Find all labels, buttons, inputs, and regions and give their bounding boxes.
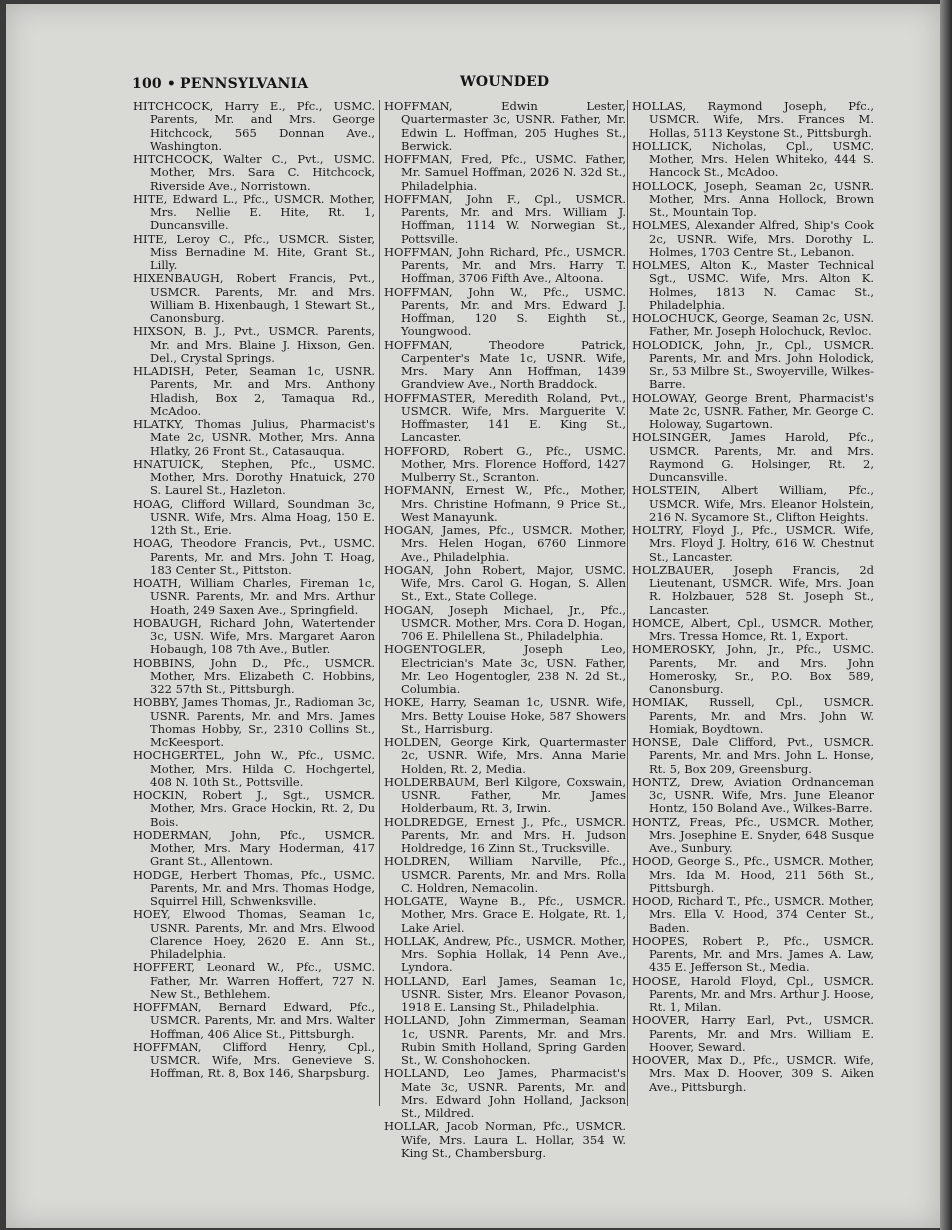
casualty-entry: HOOVER, Max D., Pfc., USMCR. Wife, Mrs. Max D. Hoover, 309 S. Aiken Ave., Pittsburgh. [632, 1053, 874, 1094]
casualty-entry: HOMCE, Albert, Cpl., USMCR. Mother, Mrs. Tressa Homce, Rt. 1, Export. [632, 615, 874, 643]
casualty-entry: HOFFMAN, Edwin Lester, Quartermaster 3c, USNR. Father, Mr. Edwin L. Hoffman, 205 Hughes St., Berwick. [384, 99, 626, 153]
column-divider [627, 100, 628, 1106]
casualty-entry: HOAG, Theodore Francis, Pvt., USMC. Parents, Mr. and Mrs. John T. Hoag, 183 Center St., Pittston. [133, 536, 375, 577]
casualty-entry: HIXENBAUGH, Robert Francis, Pvt., USMCR. Parents, Mr. and Mrs. William B. Hixenbaugh, 1 Stewart St., Canonsburg. [133, 271, 375, 325]
casualty-entry: HOLLOCK, Joseph, Seaman 2c, USNR. Mother, Mrs. Anna Hollock, Brown St., Mountain Top. [632, 178, 874, 219]
casualty-entry: HOMIAK, Russell, Cpl., USMCR. Parents, Mr. and Mrs. John W. Homiak, Boydtown. [632, 695, 874, 736]
casualty-entry: HOLMES, Alton K., Master Technical Sgt., USMC. Wife, Mrs. Alton K. Holmes, 1813 N. Camac St., Philadelphia. [632, 258, 874, 312]
casualty-entry: HLATKY, Thomas Julius, Pharmacist's Mate 2c, USNR. Mother, Mrs. Anna Hlatky, 26 Front St., Catasauqua. [133, 417, 375, 458]
casualty-entry: HOLDREN, William Narville, Pfc., USMCR. Parents, Mr. and Mrs. Rolla C. Holdren, Nemacolin. [384, 854, 626, 895]
column-divider [379, 100, 380, 1106]
casualty-entry: HITE, Leroy C., Pfc., USMCR. Sister, Miss Bernadine M. Hite, Grant St., Lilly. [133, 231, 375, 272]
column-2 [384, 100, 626, 1160]
casualty-entry: HOEY, Elwood Thomas, Seaman 1c, USNR. Parents, Mr. and Mrs. Elwood Clarence Hoey, 2620 E. Ann St., Philadelphia. [133, 907, 375, 961]
casualty-entry: HITCHCOCK, Walter C., Pvt., USMC. Mother, Mrs. Sara C. Hitchcock, Riverside Ave., Norristown. [133, 152, 375, 193]
casualty-entry: HOLDREDGE, Ernest J., Pfc., USMCR. Parents, Mr. and Mrs. H. Judson Holdredge, 16 Zinn St., Trucksville. [384, 814, 626, 855]
casualty-entry: HOFFMAN, Bernard Edward, Pfc., USMCR. Parents, Mr. and Mrs. Walter Hoffman, 406 Alice St., Pittsburgh. [133, 1000, 375, 1041]
casualty-entry: HOLLAND, John Zimmerman, Seaman 1c, USNR. Parents, Mr. and Mrs. Rubin Smith Holland, Spring Garden St., W. Conshohocken. [384, 1013, 626, 1067]
casualty-entry: HOOVER, Harry Earl, Pvt., USMCR. Parents, Mr. and Mrs. William E. Hoover, Seward. [632, 1013, 874, 1054]
casualty-entry: HODERMAN, John, Pfc., USMCR. Mother, Mrs. Mary Hoderman, 417 Grant St., Allentown. [133, 827, 375, 869]
casualty-entry: HOGAN, Joseph Michael, Jr., Pfc., USMCR. Mother, Mrs. Cora D. Hogan, 706 E. Philellena St., Philadelphia. [384, 602, 626, 643]
casualty-entry: HOCHGERTEL, John W., Pfc., USMC. Mother, Mrs. Hilda C. Hochgertel, 408 N. 10th St., Pottsville. [133, 748, 375, 789]
casualty-entry: HOLSTEIN, Albert William, Pfc., USMCR. Wife, Mrs. Eleanor Holstein, 216 N. Sycamore St., Clifton Heights. [632, 483, 874, 524]
casualty-entry: HOGENTOGLER, Joseph Leo, Electrician's Mate 3c, USN. Father, Mr. Leo Hogentogler, 238 N. 2d St., Columbia. [384, 642, 626, 696]
casualty-entry: HOBBINS, John D., Pfc., USMCR. Mother, Mrs. Elizabeth C. Hobbins, 322 57th St., Pittsburgh. [133, 655, 375, 696]
casualty-entry: HIXSON, B. J., Pvt., USMCR. Parents, Mr. and Mrs. Blaine J. Hixson, Gen. Del., Crystal Springs. [133, 324, 375, 365]
casualty-entry: HOLZBAUER, Joseph Francis, 2d Lieutenant, USMCR. Wife, Mrs. Joan R. Holzbauer, 528 St. Joseph St., Lancaster. [632, 562, 874, 617]
casualty-entry: HOOD, Richard T., Pfc., USMCR. Mother, Mrs. Ella V. Hood, 374 Center St., Baden. [632, 894, 874, 935]
casualty-entry: HOLLAK, Andrew, Pfc., USMCR. Mother, Mrs. Sophia Hollak, 14 Penn Ave., Lyndora. [384, 933, 626, 975]
casualty-entry: HOFFMAN, John F., Cpl., USMCR. Parents, Mr. and Mrs. William J. Hoffman, 1114 W. Norwegian St., Pottsville. [384, 191, 626, 246]
casualty-entry: HOLOCHUCK, George, Seaman 2c, USN. Father, Mr. Joseph Holochuck, Revloc. [632, 311, 874, 339]
page-header [132, 76, 872, 96]
casualty-entry: HOAG, Clifford Willard, Soundman 3c, USNR. Wife, Mrs. Alma Hoag, 150 E. 12th St., Erie. [133, 496, 375, 537]
casualty-entry: HOBAUGH, Richard John, Watertender 3c, USN. Wife, Mrs. Margaret Aaron Hobaugh, 108 7th Ave., Butler. [133, 615, 375, 657]
casualty-entry: HONSE, Dale Clifford, Pvt., USMCR. Parents, Mr. and Mrs. John L. Honse, Rt. 5, Box 209, Greensburg. [632, 735, 874, 776]
casualty-entry: HONTZ, Drew, Aviation Ordnanceman 3c, USNR. Wife, Mrs. June Eleanor Hontz, 150 Boland Ave., Wilkes-Barre. [632, 774, 874, 816]
document-page [6, 4, 940, 1228]
casualty-entry: HOGAN, John Robert, Major, USMC. Wife, Mrs. Carol G. Hogan, S. Allen St., Ext., State College. [384, 562, 626, 604]
casualty-entry: HOFFMASTER, Meredith Roland, Pvt., USMCR. Wife, Mrs. Marguerite V. Hoffmaster, 141 E. King St., Lancaster. [384, 390, 626, 445]
casualty-entry: HOLDERBAUM, Berl Kilgore, Coxswain, USNR. Father, Mr. James Holderbaum, Rt. 3, Irwin. [384, 774, 626, 816]
casualty-entry: HOOPES, Robert P., Pfc., USMCR. Parents, Mr. and Mrs. James A. Law, 435 E. Jefferson St., Media. [632, 933, 874, 975]
column-3 [632, 100, 874, 1094]
casualty-entry: HOLLAS, Raymond Joseph, Pfc., USMCR. Wife, Mrs. Frances M. Hollas, 5113 Keystone St., Pittsburgh. [632, 99, 874, 140]
casualty-entry: HOGAN, James, Pfc., USMCR. Mother, Mrs. Helen Hogan, 6760 Linmore Ave., Philadelphia. [384, 523, 626, 564]
casualty-entry: HOFFMAN, John W., Pfc., USMC. Parents, Mr. and Mrs. Edward J. Hoffman, 120 S. Eighth St., Youngwood. [384, 284, 626, 339]
casualty-entry: HOMEROSKY, John, Jr., Pfc., USMC. Parents, Mr. and Mrs. John Homerosky, Sr., P.O. Box 589, Canonsburg. [632, 642, 874, 696]
casualty-entry: HOOSE, Harold Floyd, Cpl., USMCR. Parents, Mr. and Mrs. Arthur J. Hoose, Rt. 1, Milan. [632, 973, 874, 1014]
casualty-entry: HOLLAND, Leo James, Pharmacist's Mate 3c, USNR. Parents, Mr. and Mrs. Edward John Holland, Jackson St., Mildred. [384, 1066, 626, 1120]
casualty-entry: HOLDEN, George Kirk, Quartermaster 2c, USNR. Wife, Mrs. Anna Marie Holden, Rt. 2, Media. [384, 735, 626, 776]
state-heading: PENNSYLVANIA [180, 76, 309, 92]
casualty-entry: HLADISH, Peter, Seaman 1c, USNR. Parents, Mr. and Mrs. Anthony Hladish, Box 2, Tamaqua Rd., McAdoo. [133, 364, 375, 418]
casualty-entry: HOBBY, James Thomas, Jr., Radioman 3c, USNR. Parents, Mr. and Mrs. James Thomas Hobby, Sr., 2310 Collins St., McKeesport. [133, 695, 375, 749]
casualty-entry: HOOD, George S., Pfc., USMCR. Mother, Mrs. Ida M. Hood, 211 56th St., Pittsburgh. [632, 854, 874, 895]
casualty-entry: HOFFMAN, Fred, Pfc., USMC. Father, Mr. Samuel Hoffman, 2026 N. 32d St., Philadelphia. [384, 152, 626, 193]
casualty-entry: HOLLAR, Jacob Norman, Pfc., USMCR. Wife, Mrs. Laura L. Hollar, 354 W. King St., Chambersburg. [384, 1119, 626, 1160]
section-heading: WOUNDED [460, 74, 550, 90]
casualty-entry: HOKE, Harry, Seaman 1c, USNR. Wife, Mrs. Betty Louise Hoke, 587 Showers St., Harrisburg. [384, 695, 626, 736]
casualty-entry: HOFFMAN, John Richard, Pfc., USMCR. Parents, Mr. and Mrs. Harry T. Hoffman, 3706 Fifth Ave., Altoona. [384, 244, 626, 286]
casualty-entry: HOLLICK, Nicholas, Cpl., USMC. Mother, Mrs. Helen Whiteko, 444 S. Hancock St., McAdoo. [632, 138, 874, 180]
casualty-entry: HOLMES, Alexander Alfred, Ship's Cook 2c, USNR. Wife, Mrs. Dorothy L. Holmes, 1703 Centre St., Lebanon. [632, 218, 874, 259]
casualty-entry: HITE, Edward L., Pfc., USMCR. Mother, Mrs. Nellie E. Hite, Rt. 1, Duncansville. [133, 191, 375, 233]
casualty-entry: HOLSINGER, James Harold, Pfc., USMCR. Parents, Mr. and Mrs. Raymond G. Holsinger, Rt. 2, Duncansville. [632, 430, 874, 484]
casualty-entry: HOCKIN, Robert J., Sgt., USMCR. Mother, Mrs. Grace Hockin, Rt. 2, Du Bois. [133, 788, 375, 829]
column-1 [133, 100, 375, 1081]
casualty-entry: HOLTRY, Floyd J., Pfc., USMCR. Wife, Mrs. Floyd J. Holtry, 616 W. Chestnut St., Lancaster. [632, 523, 874, 564]
casualty-entry: HONTZ, Freas, Pfc., USMCR. Mother, Mrs. Josephine E. Snyder, 648 Susque Ave., Sunbury. [632, 814, 874, 855]
casualty-entry: HOFFMAN, Theodore Patrick, Carpenter's Mate 1c, USNR. Wife, Mrs. Mary Ann Hoffman, 1439 Grandview Ave., North Braddock. [384, 337, 626, 392]
casualty-entry: HOLGATE, Wayne B., Pfc., USMCR. Mother, Mrs. Grace E. Holgate, Rt. 1, Lake Ariel. [384, 894, 626, 935]
casualty-entry: HOATH, William Charles, Fireman 1c, USNR. Parents, Mr. and Mrs. Arthur Hoath, 249 Saxen Ave., Springfield. [133, 576, 375, 617]
casualty-entry: HODGE, Herbert Thomas, Pfc., USMC. Parents, Mr. and Mrs. Thomas Hodge, Squirrel Hill, Schwenksville. [133, 867, 375, 908]
page-number: 100 • [132, 76, 177, 92]
casualty-entry: HOFFORD, Robert G., Pfc., USMC. Mother, Mrs. Florence Hofford, 1427 Mulberry St., Scranton. [384, 443, 626, 484]
casualty-entry: HOFFMAN, Clifford Henry, Cpl., USMCR. Wife, Mrs. Genevieve S. Hoffman, Rt. 8, Box 146, Sharpsburg. [133, 1039, 375, 1081]
casualty-entry: HOLOWAY, George Brent, Pharmacist's Mate 2c, USNR. Father, Mr. George C. Holoway, Sugartown. [632, 390, 874, 431]
casualty-entry: HOLODICK, John, Jr., Cpl., USMCR. Parents, Mr. and Mrs. John Holodick, Sr., 53 Milbre St., Swoyerville, Wilkes-Barre. [632, 337, 874, 392]
casualty-entry: HOLLAND, Earl James, Seaman 1c, USNR. Sister, Mrs. Eleanor Povason, 1918 E. Lansing St., Philadelphia. [384, 973, 626, 1014]
page-edge-shadow [940, 0, 952, 1230]
casualty-entry: HITCHCOCK, Harry E., Pfc., USMC. Parents, Mr. and Mrs. George Hitchcock, 565 Donnan Ave., Washington. [133, 99, 375, 153]
casualty-entry: HOFFERT, Leonard W., Pfc., USMC. Father, Mr. Warren Hoffert, 727 N. New St., Bethlehem. [133, 960, 375, 1001]
casualty-entry: HNATUICK, Stephen, Pfc., USMC. Mother, Mrs. Dorothy Hnatuick, 270 S. Laurel St., Hazleton. [133, 456, 375, 498]
casualty-entry: HOFMANN, Ernest W., Pfc., Mother, Mrs. Christine Hofmann, 9 Price St., West Manayunk. [384, 483, 626, 524]
